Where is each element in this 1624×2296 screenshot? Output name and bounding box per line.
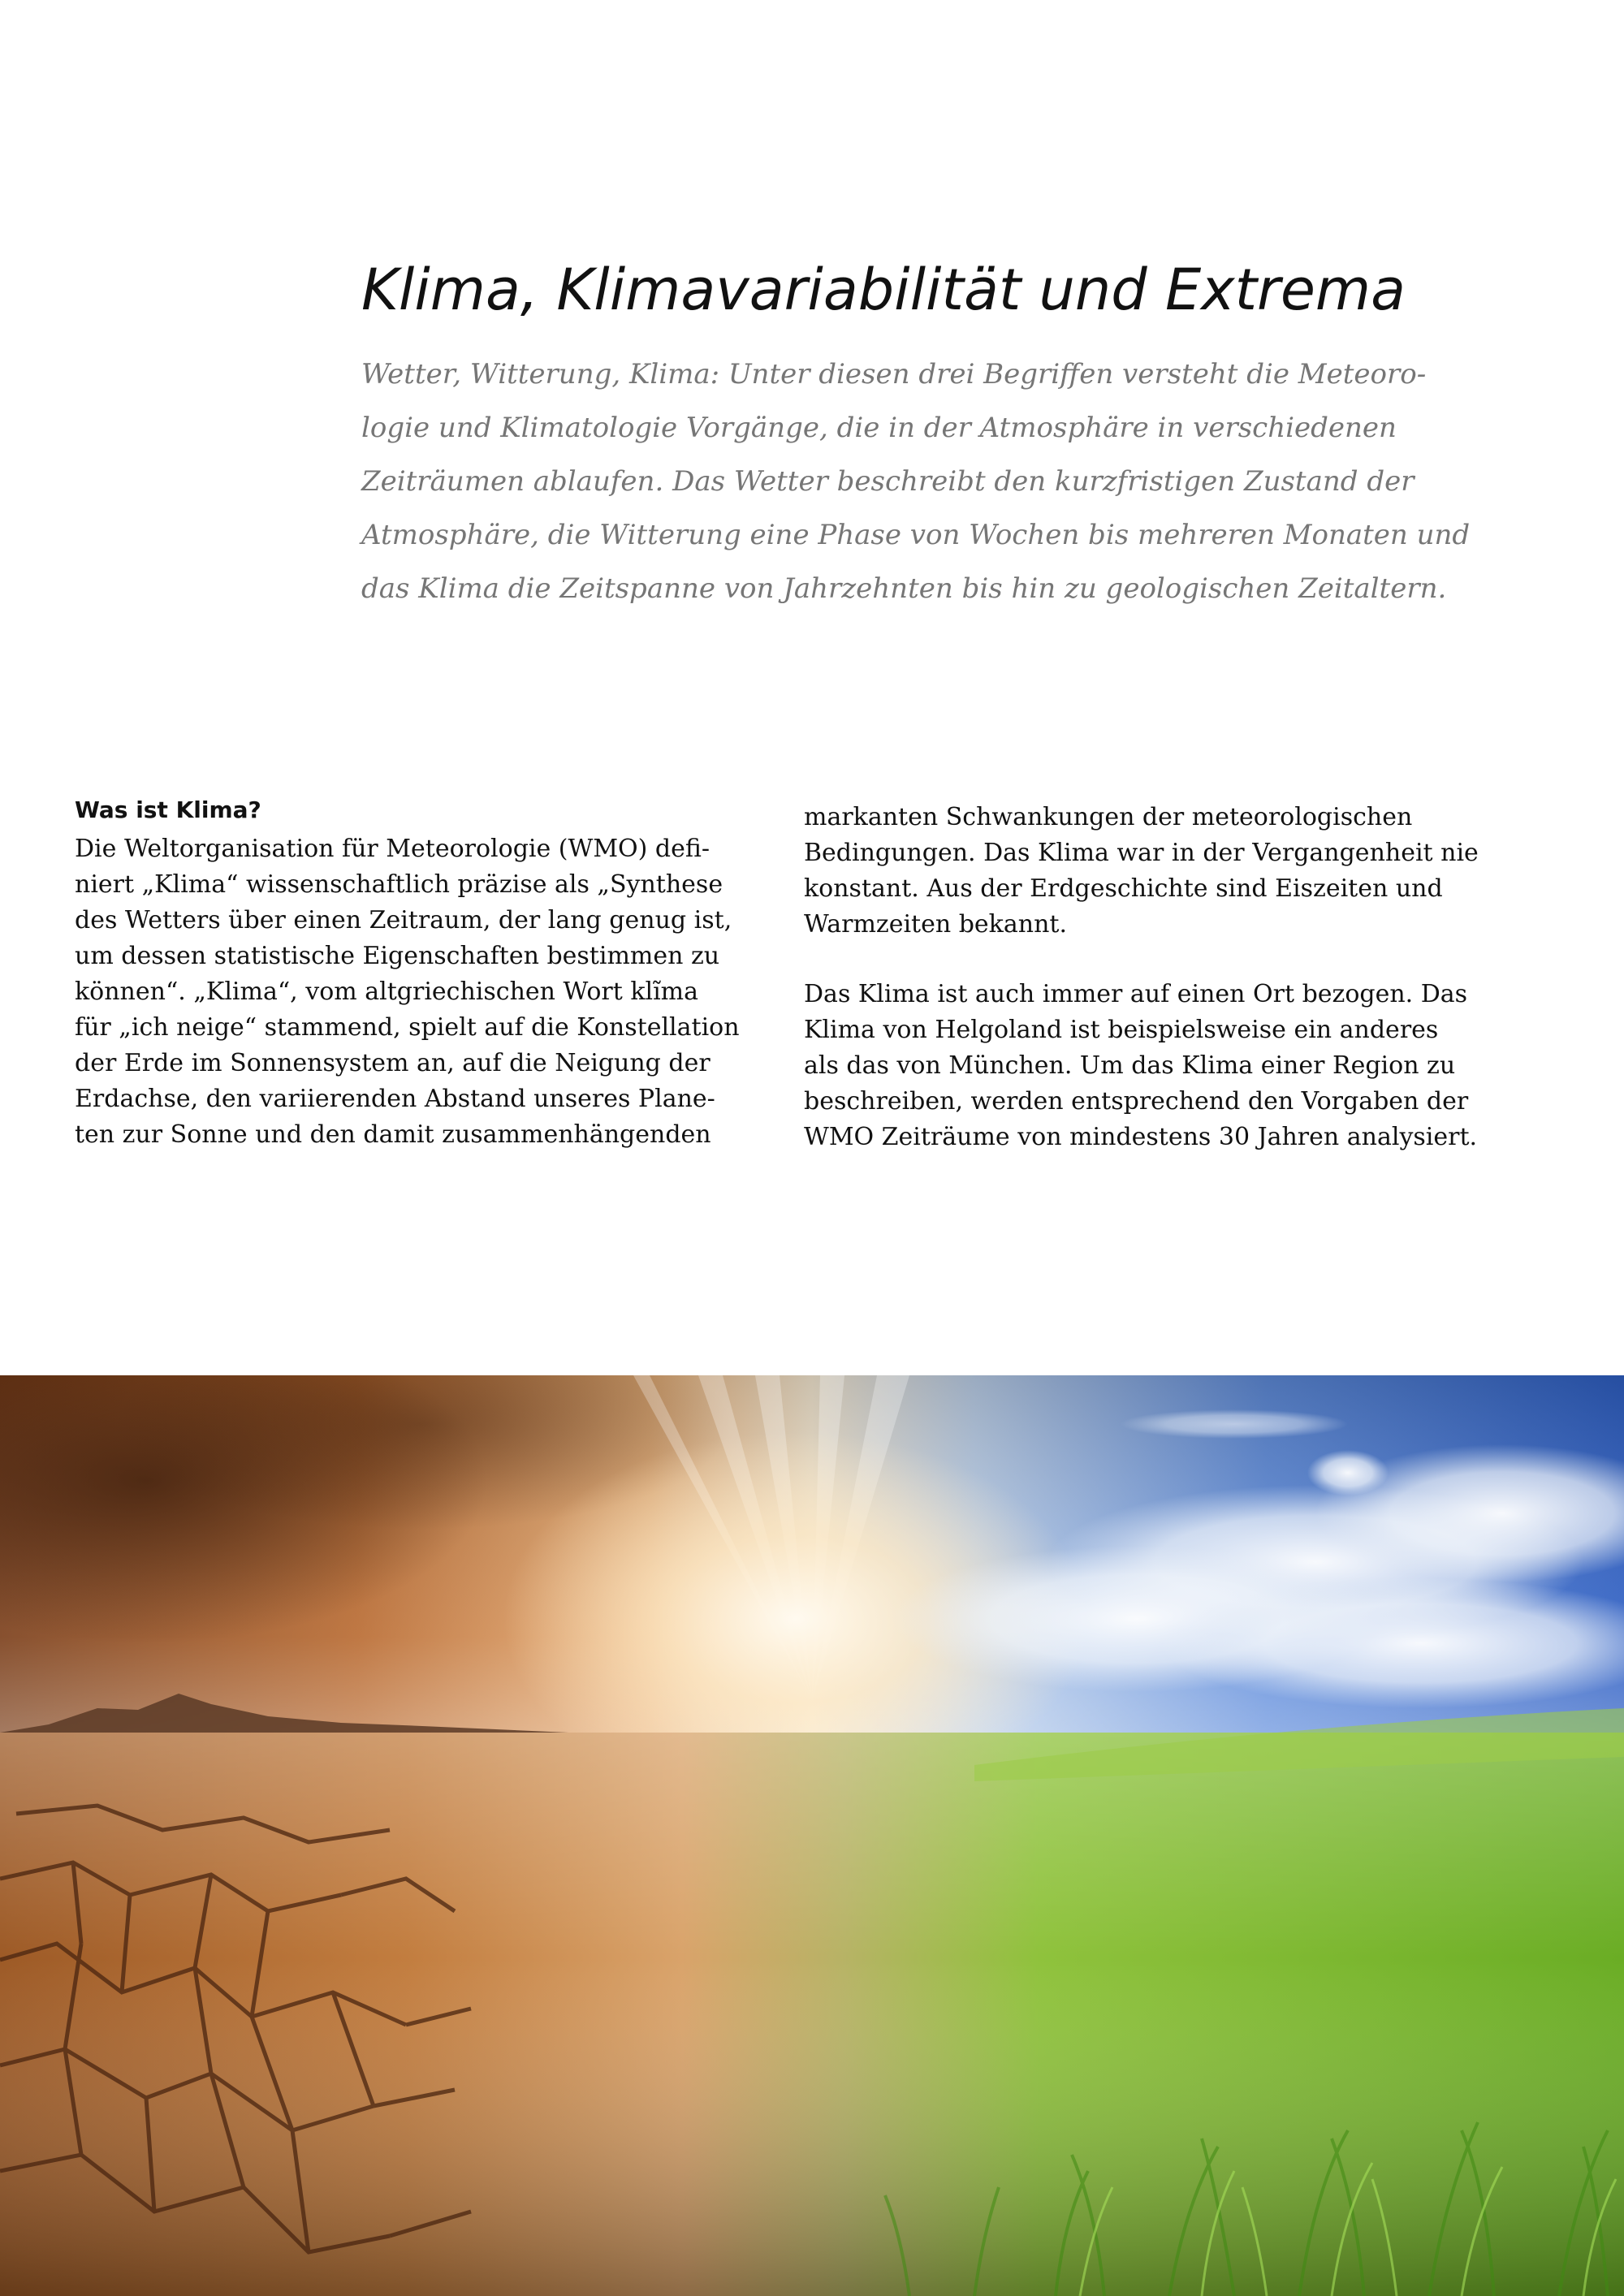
- lead-line: Atmosphäre, die Witterung eine Phase von Wochen bis mehreren Monaten und: [361, 519, 1471, 551]
- landscape-illustration: [0, 1375, 1624, 2296]
- body-text-line: um dessen statistische Eigenschaften bestimmen zu: [75, 942, 720, 970]
- body-text-line: Warmzeiten bekannt.: [804, 910, 1067, 939]
- body-text-line: WMO Zeiträume von mindestens 30 Jahren analysiert.: [804, 1123, 1478, 1151]
- lead-paragraph: [361, 347, 1539, 615]
- body-text-line: ten zur Sonne und den damit zusammenhängenden: [75, 1120, 711, 1149]
- body-text-line: Klima von Helgoland ist beispielsweise ein anderes: [804, 1016, 1439, 1044]
- lead-line: logie und Klimatologie Vorgänge, die in der Atmosphäre in verschiedenen: [361, 412, 1397, 444]
- body-column-right: [804, 800, 1518, 1155]
- lead-line: das Klima die Zeitspanne von Jahrzehnten bis hin zu geologischen Zeitaltern.: [361, 572, 1447, 605]
- body-text-line: beschreiben, werden entsprechend den Vorgaben der: [804, 1087, 1469, 1116]
- body-text-line: konstant. Aus der Erdgeschichte sind Eiszeiten und: [804, 874, 1443, 903]
- hero-image-drought-vs-meadow: [0, 1375, 1624, 2296]
- body-text-line: des Wetters über einen Zeitraum, der lang genug ist,: [75, 906, 732, 934]
- body-text-line: Die Weltorganisation für Meteorologie (WMO) defi-: [75, 835, 710, 863]
- body-column-left: [75, 794, 789, 1153]
- section-heading: Was ist Klima?: [75, 796, 261, 823]
- body-text-line: niert „Klima“ wissenschaftlich präzise als „Synthese: [75, 870, 723, 899]
- lead-line: Zeiträumen ablaufen. Das Wetter beschreibt den kurzfristigen Zustand der: [361, 465, 1415, 498]
- page-title: Klima, Klimavariabilität und Extrema: [361, 257, 1406, 323]
- lead-line: Wetter, Witterung, Klima: Unter diesen drei Begriffen versteht die Meteoro-: [361, 358, 1427, 391]
- body-text-line: der Erde im Sonnensystem an, auf die Neigung der: [75, 1049, 710, 1077]
- body-text-line: Erdachse, den variierenden Abstand unseres Plane-: [75, 1085, 715, 1113]
- body-text-line: als das von München. Um das Klima einer Region zu: [804, 1051, 1456, 1080]
- body-text-line: können“. „Klima“, vom altgriechischen Wort klĩma: [75, 978, 699, 1006]
- body-text-line: Das Klima ist auch immer auf einen Ort bezogen. Das: [804, 980, 1468, 1008]
- paragraph-spacer: [804, 943, 1518, 977]
- body-text-line: für „ich neige“ stammend, spielt auf die Konstellation: [75, 1013, 740, 1042]
- body-text-line: markanten Schwankungen der meteorologischen: [804, 803, 1413, 831]
- body-text-line: Bedingungen. Das Klima war in der Vergangenheit nie: [804, 839, 1479, 867]
